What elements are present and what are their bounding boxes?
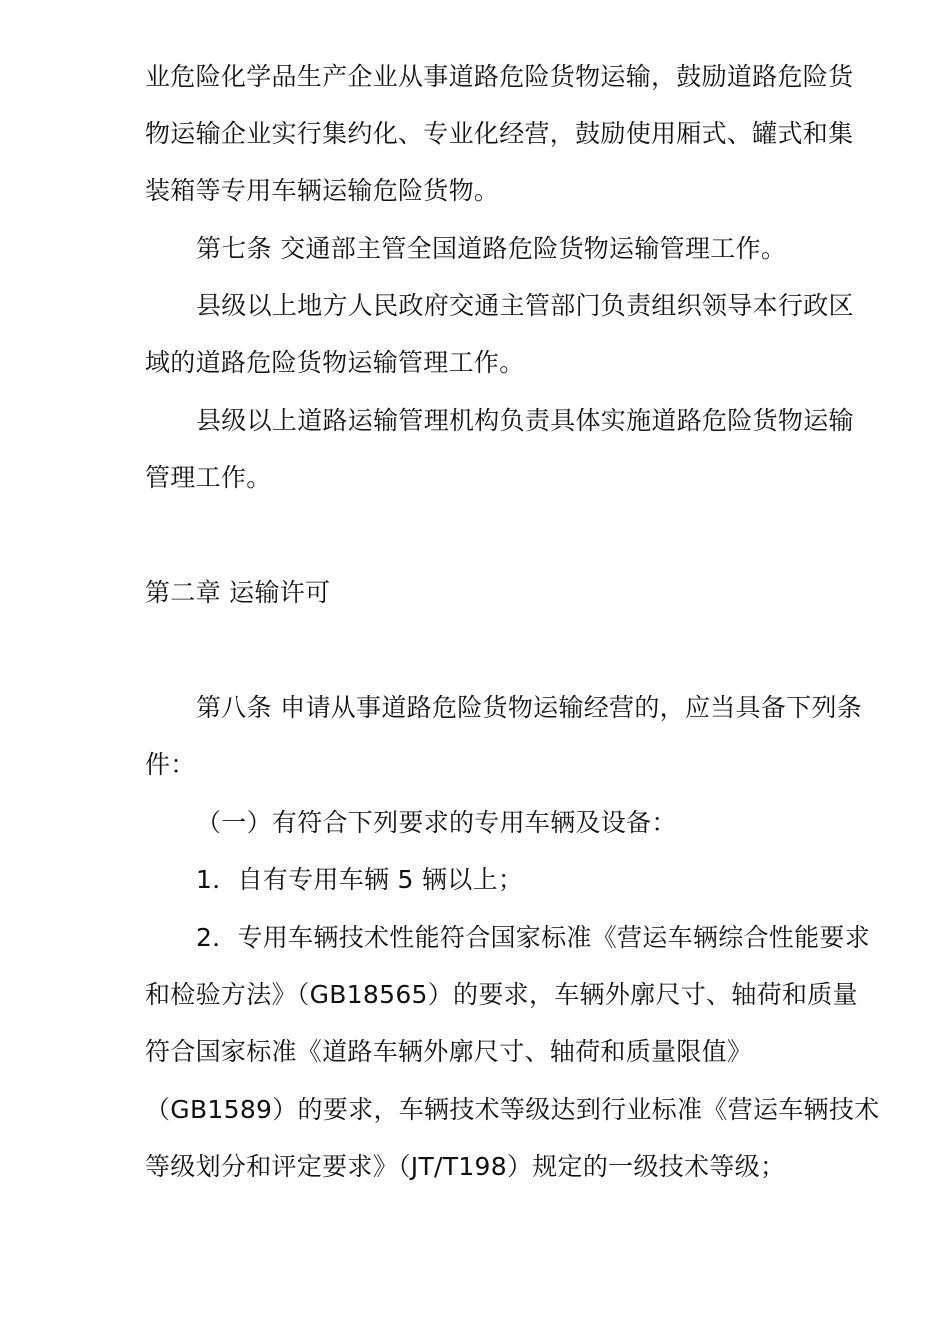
paragraph-line: 等级划分和评定要求》（JT/T198）规定的一级技术等级； bbox=[145, 1152, 786, 1181]
paragraph-line: 件： bbox=[145, 750, 196, 779]
paragraph-line: 县级以上地方人民政府交通主管部门负责组织领导本行政区 bbox=[196, 291, 854, 320]
list-item-heading: （一）有符合下列要求的专用车辆及设备： bbox=[196, 808, 677, 837]
article-8-line: 第八条 申请从事道路危险货物运输经营的，应当具备下列条 bbox=[196, 693, 863, 722]
paragraph-line: 管理工作。 bbox=[145, 463, 272, 492]
paragraph-line: 装箱等专用车辆运输危险货物。 bbox=[145, 176, 500, 205]
list-item: 1．自有专用车辆 5 辆以上； bbox=[196, 865, 524, 894]
article-7-line: 第七条 交通部主管全国道路危险货物运输管理工作。 bbox=[196, 234, 787, 263]
list-item: 2．专用车辆技术性能符合国家标准《营运车辆综合性能要求 bbox=[196, 923, 871, 952]
paragraph-line: （GB1589）的要求，车辆技术等级达到行业标准《营运车辆技术 bbox=[145, 1095, 880, 1124]
paragraph-line: 业危险化学品生产企业从事道路危险货物运输，鼓励道路危险货 bbox=[145, 62, 854, 91]
chapter-heading: 第二章 运输许可 bbox=[145, 578, 331, 607]
paragraph-line: 和检验方法》（GB18565）的要求，车辆外廓尺寸、轴荷和质量 bbox=[145, 980, 858, 1009]
paragraph-line: 域的道路危险货物运输管理工作。 bbox=[145, 348, 525, 377]
paragraph-line: 县级以上道路运输管理机构负责具体实施道路危险货物运输 bbox=[196, 406, 854, 435]
paragraph-line: 物运输企业实行集约化、专业化经营，鼓励使用厢式、罐式和集 bbox=[145, 119, 854, 148]
paragraph-line: 符合国家标准《道路车辆外廓尺寸、轴荷和质量限值》 bbox=[145, 1037, 753, 1066]
